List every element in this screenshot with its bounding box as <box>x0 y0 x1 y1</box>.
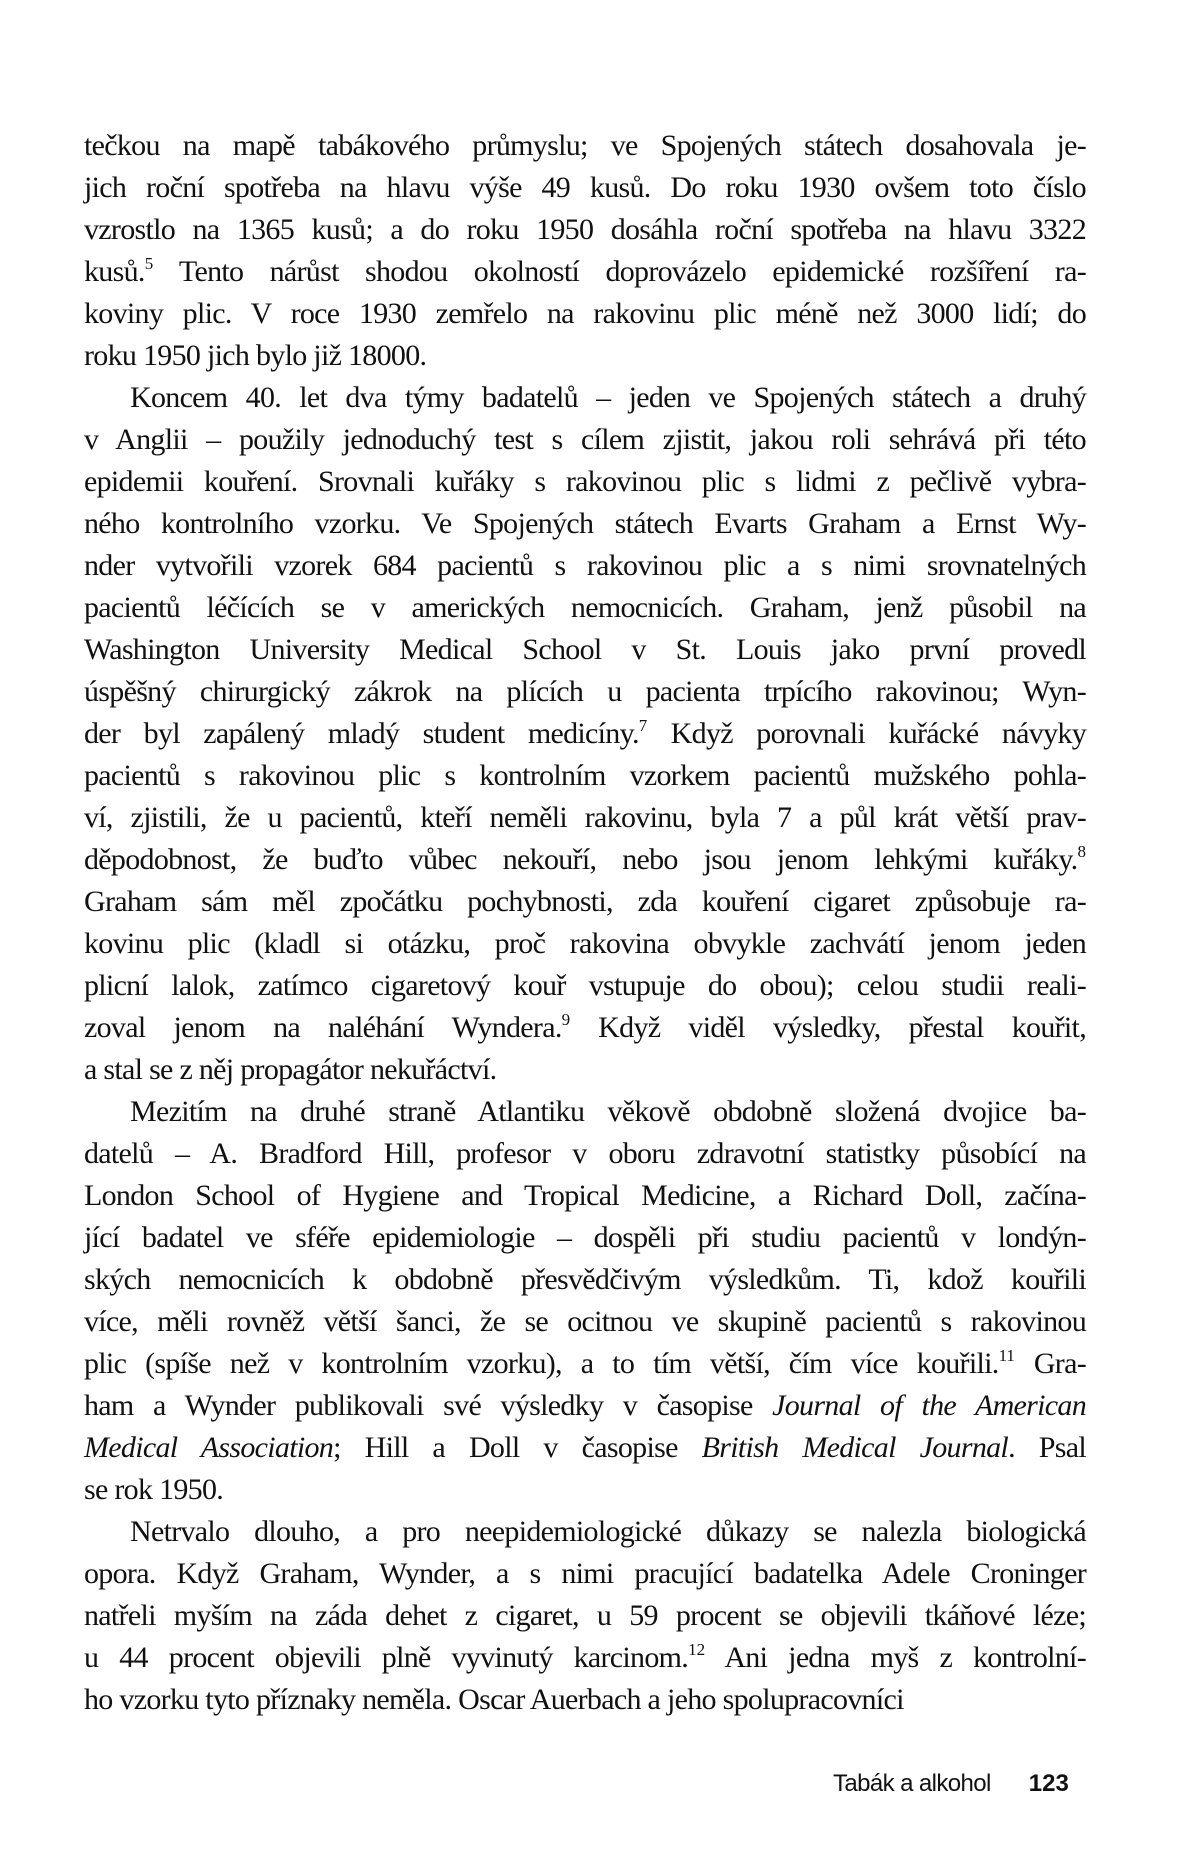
footnote-ref: 11 <box>998 1346 1015 1365</box>
text-run: ného kontrolního vzorku. Ve Spojených státech Evarts Graham a Ernst Wy- <box>84 507 1086 540</box>
text-run: ví, zjistili, že u pacientů, kteří neměli rakovinu, byla 7 a půl krát větší prav- <box>84 801 1086 834</box>
text-run: ských nemocnicích k obdobně přesvědčivým výsledkům. Ti, kdož kouřili <box>84 1263 1086 1296</box>
text-run: . Psal <box>1008 1431 1086 1464</box>
paragraph <box>84 1091 1086 1511</box>
paragraph <box>84 1511 1086 1721</box>
text-line <box>84 461 1086 503</box>
text-line <box>84 1049 1086 1091</box>
text-line <box>84 839 1086 881</box>
text-run: pacientů léčících se v amerických nemocnicích. Graham, jenž působil na <box>84 591 1086 624</box>
paragraph <box>84 125 1086 377</box>
text-line <box>84 545 1086 587</box>
text-run: nder vytvořili vzorek 684 pacientů s rakovinou plic a s nimi srovnatelných <box>84 549 1086 582</box>
text-run: plic (spíše než v kontrolním vzorku), a to tím větší, čím více kouřili. <box>84 1347 999 1380</box>
text-line <box>84 1175 1086 1217</box>
text-run: Ani jedna myš z kontrolní- <box>705 1641 1086 1674</box>
page-footer <box>833 1770 1069 1798</box>
text-run: Netrvalo dlouho, a pro neepidemiologické důkazy se nalezla biologická <box>130 1515 1086 1548</box>
footnote-ref: 8 <box>1077 842 1086 861</box>
text-line <box>84 251 1086 293</box>
text-run: Koncem 40. let dva týmy badatelů – jeden ve Spojených státech a druhý <box>130 381 1086 414</box>
text-run: Graham sám měl zpočátku pochybnosti, zda kouření cigaret způsobuje ra- <box>84 885 1086 918</box>
text-line <box>84 1259 1086 1301</box>
text-line <box>84 1511 1086 1553</box>
text-run: ho vzorku tyto příznaky neměla. Oscar Auerbach a jeho spolupracovníci <box>84 1683 904 1716</box>
text-line <box>84 965 1086 1007</box>
text-run: vzrostlo na 1365 kusů; a do roku 1950 dosáhla roční spotřeba na hlavu 3322 <box>84 213 1086 246</box>
text-run: a stal se z něj propagátor nekuřáctví. <box>84 1053 497 1086</box>
text-run: kusů. <box>84 255 145 288</box>
footnote-ref: 9 <box>561 1010 571 1029</box>
text-line <box>84 503 1086 545</box>
footnote-ref: 7 <box>638 716 648 735</box>
page-number: 123 <box>1028 1770 1069 1797</box>
text-run: více, měli rovněž větší šanci, že se ocitnou ve skupině pacientů s rakovinou <box>84 1305 1086 1338</box>
paragraph <box>84 377 1086 1091</box>
text-run: pacientů s rakovinou plic s kontrolním vzorkem pacientů mužského pohla- <box>84 759 1086 792</box>
text-line <box>84 587 1086 629</box>
text-run: tečkou na mapě tabákového průmyslu; ve Spojených státech dosahovala je- <box>84 129 1086 162</box>
text-run: kovinu plic (kladl si otázku, proč rakovina obvykle zachvátí jenom jeden <box>84 927 1086 960</box>
text-run: Tento nárůst shodou okolností doprovázelo epidemické rozšíření ra- <box>153 255 1086 288</box>
footnote-ref: 12 <box>688 1640 706 1659</box>
text-run: roku 1950 jich bylo již 18000. <box>84 339 427 372</box>
text-line <box>84 629 1086 671</box>
text-run: Když viděl výsledky, přestal kouřit, <box>570 1011 1086 1044</box>
text-line <box>84 1217 1086 1259</box>
body-text <box>84 125 1086 1721</box>
text-line <box>84 1007 1086 1049</box>
text-run: plicní lalok, zatímco cigaretový kouř vstupuje do obou); celou studii reali- <box>84 969 1086 1002</box>
text-line <box>84 1679 1086 1721</box>
text-line <box>84 881 1086 923</box>
text-line <box>84 1385 1086 1427</box>
text-run: zoval jenom na naléhání Wyndera. <box>84 1011 562 1044</box>
text-run: jich roční spotřeba na hlavu výše 49 kusů. Do roku 1930 ovšem toto číslo <box>84 171 1086 204</box>
italic-title: British Medical Journal <box>701 1431 1009 1464</box>
text-run: jící badatel ve sféře epidemiologie – dospěli při studiu pacientů v londýn- <box>84 1221 1086 1254</box>
text-run: datelů – A. Bradford Hill, profesor v oboru zdravotní statistky působící na <box>84 1137 1086 1170</box>
text-run: London School of Hygiene and Tropical Medicine, a Richard Doll, začína- <box>84 1179 1086 1212</box>
text-line <box>84 419 1086 461</box>
text-run: se rok 1950. <box>84 1473 224 1506</box>
text-line <box>84 797 1086 839</box>
text-line <box>84 671 1086 713</box>
text-line <box>84 293 1086 335</box>
running-title: Tabák a alkohol <box>833 1770 991 1797</box>
text-line <box>84 1469 1086 1511</box>
text-run: natřeli myším na záda dehet z cigaret, u 59 procent se objevili tkáňové léze; <box>84 1599 1086 1632</box>
text-run: Mezitím na druhé straně Atlantiku věkově obdobně složená dvojice ba- <box>130 1095 1086 1128</box>
text-line <box>84 125 1086 167</box>
text-line <box>84 755 1086 797</box>
text-run: v Anglii – použily jednoduchý test s cílem zjistit, jakou roli sehrává při této <box>84 423 1086 456</box>
text-run: Když porovnali kuřácké návyky <box>647 717 1086 750</box>
text-line <box>84 1343 1086 1385</box>
text-line <box>84 1553 1086 1595</box>
text-line <box>84 167 1086 209</box>
text-run: der byl zapálený mladý student medicíny. <box>84 717 639 750</box>
text-line <box>84 923 1086 965</box>
text-line <box>84 1133 1086 1175</box>
text-line <box>84 1091 1086 1133</box>
text-run: ham a Wynder publikovali své výsledky v časopise <box>84 1389 773 1422</box>
footnote-ref: 5 <box>144 254 154 273</box>
text-run: Washington University Medical School v St. Louis jako první provedl <box>84 633 1086 666</box>
text-run: koviny plic. V roce 1930 zemřelo na rakovinu plic méně než 3000 lidí; do <box>84 297 1086 330</box>
text-run: opora. Když Graham, Wynder, a s nimi pracující badatelka Adele Croninger <box>84 1557 1086 1590</box>
text-run: u 44 procent objevili plně vyvinutý karcinom. <box>84 1641 689 1674</box>
text-line <box>84 1637 1086 1679</box>
text-line <box>84 377 1086 419</box>
italic-title: Journal of the American <box>772 1389 1086 1422</box>
text-run: Gra- <box>1014 1347 1087 1380</box>
text-line <box>84 209 1086 251</box>
text-run: epidemii kouření. Srovnali kuřáky s rakovinou plic s lidmi z pečlivě vybra- <box>84 465 1086 498</box>
text-run: děpodobnost, že buďto vůbec nekouří, nebo jsou jenom lehkými kuřáky. <box>84 843 1078 876</box>
text-line <box>84 1595 1086 1637</box>
italic-title: Medical Association <box>84 1431 334 1464</box>
text-line <box>84 713 1086 755</box>
text-line <box>84 1427 1086 1469</box>
text-run: ; Hill a Doll v časopise <box>333 1431 702 1464</box>
text-line <box>84 335 1086 377</box>
text-line <box>84 1301 1086 1343</box>
text-run: úspěšný chirurgický zákrok na plících u pacienta trpícího rakovinou; Wyn- <box>84 675 1086 708</box>
